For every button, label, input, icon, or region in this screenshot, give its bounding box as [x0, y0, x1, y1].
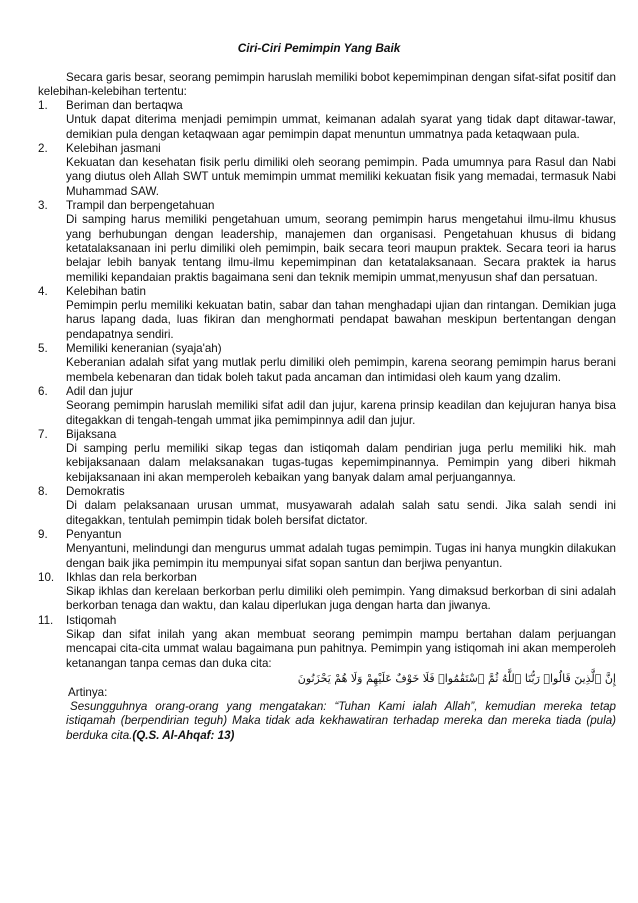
- list-item: [38, 285, 616, 342]
- item-number: 5.: [38, 342, 48, 356]
- item-body: Untuk dapat diterima menjadi pemimpin ummat, keimanan adalah syarat yang tidak dapt ditawar-tawar, demikian pula dengan ketaqwaan agar pemimpin dapat menuntun ummatnya pada ketaqwaan pula.: [66, 113, 616, 141]
- item-title: Demokratis: [66, 485, 125, 499]
- item-body: Sikap ikhlas dan kerelaan berkorban perlu dimiliki oleh pemimpin. Yang dimaksud berkorban di sini adalah berkorban tenaga dan waktu, dan kalau diperlukan juga dengan harta dan jiwanya.: [66, 585, 616, 613]
- item-title: Ikhlas dan rela berkorban: [66, 570, 197, 584]
- item-number: 3.: [38, 199, 48, 213]
- item-number: 9.: [38, 527, 48, 541]
- arabic-verse: إِنَّ ٱلَّذِينَ قَالُوا۟ رَبُّنَا ٱللَّهُ ثُمَّ ٱسْتَقَٰمُوا۟ فَلَا خَوْفٌ عَلَيْهِمْ وَلَا هُمْ يَحْزَنُونَ: [297, 671, 616, 685]
- intro-text: Secara garis besar, seorang pemimpin haruslah memiliki bobot kepemimpinan dengan sifat-sifat positif dan kelebihan-kelebihan tertentu:: [38, 71, 616, 99]
- item-title: Kelebihan jasmani: [66, 141, 161, 155]
- item-body: Kekuatan dan kesehatan fisik perlu dimiliki oleh seorang pemimpin. Pada umumnya para Rasul dan Nabi yang diutus oleh Allah SWT untuk memimpin ummat memiliki kekuatan fisik yang memadai, termasuk Nabi Muhammad SAW.: [66, 156, 616, 198]
- item-title: Adil dan jujur: [66, 384, 134, 398]
- list-item: [38, 99, 616, 142]
- list-item: [38, 571, 616, 614]
- list-item: [38, 428, 616, 485]
- item-body: Keberanian adalah sifat yang mutlak perlu dimiliki oleh pemimpin, karena seorang pemimpin harus berani membela kebenaran dan tidak boleh takut pada ancaman dan intimidasi oleh kaum yang dzalim.: [66, 356, 616, 384]
- criteria-list: [38, 99, 616, 743]
- list-item: [38, 342, 616, 385]
- item-title: Bijaksana: [66, 427, 117, 441]
- quran-reference: (Q.S. Al-Ahqaf: 13): [132, 728, 235, 742]
- item-body: Pemimpin perlu memiliki kekuatan batin, sabar dan tahan menghadapi ujian dan rintangan. Demikian juga harus lapang dada, luas fikiran dan menghormati pendapat bawahan meskipun bertentangan dengan pendapatnya sendiri.: [66, 299, 616, 341]
- item-title: Kelebihan batin: [66, 284, 146, 298]
- artinya-text: Sesungguhnya orang-orang yang mengatakan: “Tuhan Kami ialah Allah”, kemudian mereka tetap istiqamah (berpendirian teguh) Maka tidak ada kekhawatiran terhadap mereka dan mereka tiada (pula) berduka cita.: [66, 700, 616, 742]
- list-item: [38, 385, 616, 428]
- item-title: Penyantun: [66, 527, 122, 541]
- item-title: Memiliki keneranian (syaja'ah): [66, 342, 222, 356]
- item-title: Istiqomah: [66, 613, 117, 627]
- list-item: [38, 199, 616, 285]
- item-title: Trampil dan berpengetahuan: [66, 199, 215, 213]
- item-number: 1.: [38, 99, 48, 112]
- item-number: 6.: [38, 384, 48, 398]
- artinya-label: Artinya:: [68, 685, 108, 699]
- item-number: 11.: [38, 613, 54, 627]
- list-item: [38, 614, 616, 743]
- item-title: Beriman dan bertaqwa: [66, 99, 183, 112]
- item-body: Di samping perlu memiliki sikap tegas dan istiqomah dalam pendirian juga perlu memiliki hik. mah kebijaksanaan dalam melaksanakan tugas-tugas kepemimpinannya. Pemimpin yang diberi hikmah kebijaksanaan ini akan memperoleh kebaikan yang banyak dalam amal perjuangannya.: [66, 442, 616, 484]
- item-number: 7.: [38, 427, 48, 441]
- item-number: 10.: [38, 570, 55, 584]
- document-title: Ciri-Ciri Pemimpin Yang Baik: [237, 41, 401, 55]
- item-number: 4.: [38, 284, 48, 298]
- item-body: Di samping harus memiliki pengetahuan umum, seorang pemimpin harus mengetahui ilmu-ilmu khusus yang berhubungan dengan leadership, manajemen dan organisasi. Pengetahuan khusus di bidang ketatalaksanaan ini perlu dimiliki oleh pemimpin, baik secara teori maupun praktek. Secara teori ia harus belajar lebih banyak tentang ilmu-ilmu kepemimpinan dan ketatalaksanaan. Secara praktek ia harus memiliki kepandaian praktis bagaimana seni dan teknik memipin ummat,menyusun shaf dan persatuan.: [66, 213, 616, 284]
- item-body: Menyantuni, melindungi dan mengurus ummat adalah tugas pemimpin. Tugas ini hanya mungkin dilakukan dengan baik jika pemimpin itu mempunyai sifat sopan santun dan berjiwa penyantun.: [66, 542, 616, 570]
- list-item: [38, 142, 616, 199]
- item-number: 2.: [38, 141, 48, 155]
- list-item: [38, 485, 616, 528]
- item-body: Seorang pemimpin haruslah memiliki sifat adil dan jujur, karena prinsip keadilan dan kejujuran hanya bisa ditegakkan di tengah-tengah ummat jika pemimpinnya adil dan jujur.: [66, 399, 616, 427]
- intro-paragraph: [38, 71, 616, 100]
- item-number: 8.: [38, 485, 48, 499]
- list-item: [38, 528, 616, 571]
- artinya-translation: [66, 700, 616, 743]
- item-body: Sikap dan sifat inilah yang akan membuat seorang pemimpin mampu bertahan dalam perjuangan mencapai cita-cita ummat walau bagaimana pun pahitnya. Pemimpin yang istiqomah ini akan memperoleh ketanangan tanpa cemas dan duka cita:: [66, 627, 616, 670]
- item-body: Di dalam pelaksanaan urusan ummat, musyawarah adalah salah satu sendi. Jika salah sendi ini ditegakkan, tentulah pemimpin tidak boleh bersifat dictator.: [66, 499, 616, 527]
